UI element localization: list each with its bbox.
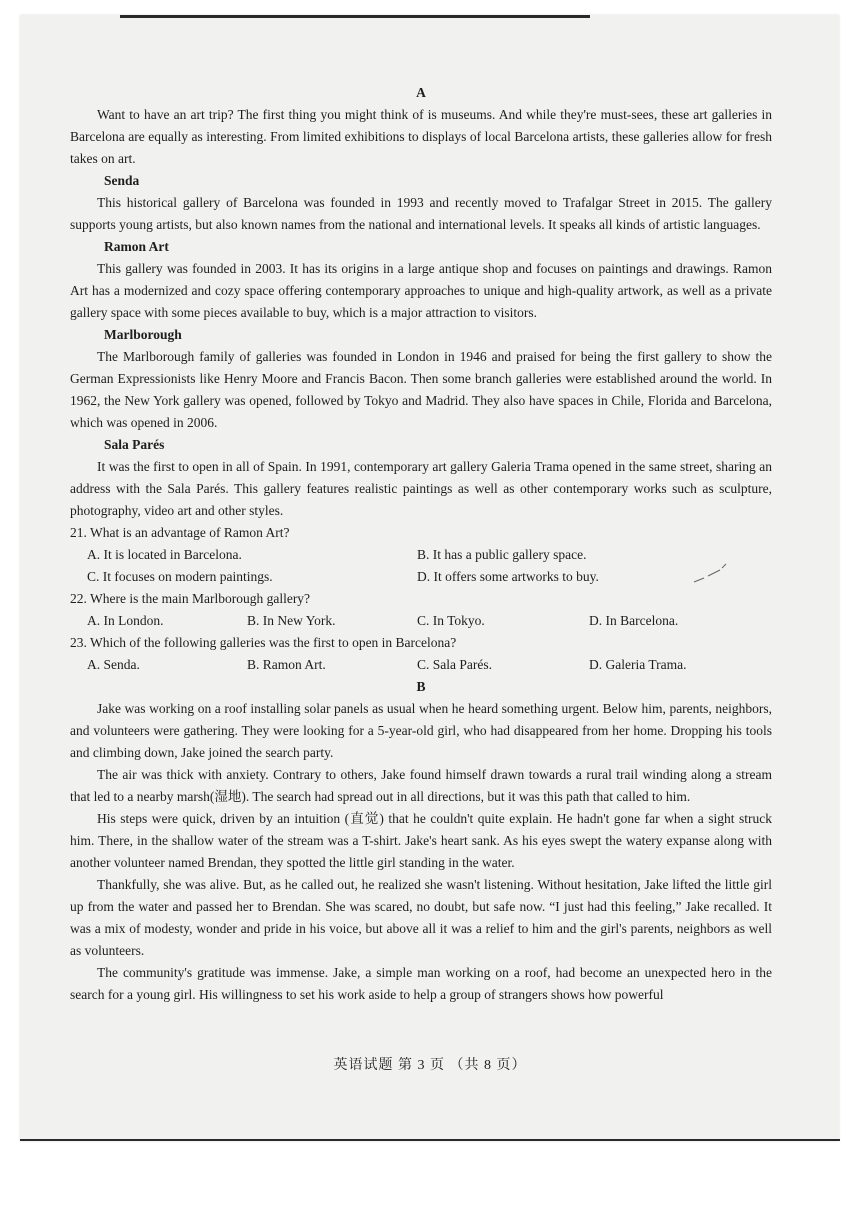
question-21-stem: 21. What is an advantage of Ramon Art? [70, 525, 290, 540]
gallery-text-marlborough: The Marlborough family of galleries was founded in London in 1946 and praised for being the first gallery to show the German Expressionists like Henry Moore and Francis Bacon. Then some branch galleries were established around the world. In 1962, the New York gallery was opened, followed by Tokyo and Madrid. They also have spaces in Chile, Florida and Barcelona, which was opened in 2006. [70, 349, 772, 430]
question-22-options [87, 610, 772, 632]
section-a-letter: A [416, 85, 426, 100]
gallery-heading-senda: Senda [104, 173, 140, 188]
question-21-option-b: B. It has a public gallery space. [417, 547, 587, 562]
gallery-heading-sala-pares: Sala Parés [104, 437, 165, 452]
gallery-text-sala-pares: It was the first to open in all of Spain. In 1991, contemporary art gallery Galeria Trama opened in the same street, sharing an address with the Sala Parés. This gallery features realistic paintings as well as other contemporary works such as sculpture, photography, video art and other styles. [70, 459, 772, 518]
gallery-heading-ramon-art: Ramon Art [104, 239, 169, 254]
question-21-option-d: D. It offers some artworks to buy. [417, 569, 599, 584]
section-b-paragraph-2: The air was thick with anxiety. Contrary to others, Jake found himself drawn towards a rural trail winding along a stream that led to a nearby marsh(湿地). The search had spread out in all directions, but it was this path that called to him. [70, 767, 772, 804]
section-a-intro: Want to have an art trip? The first thing you might think of is museums. And while they're must-sees, these art galleries in Barcelona are equally as interesting. From limited exhibitions to displays of local Barcelona artists, these galleries allow for fresh takes on art. [70, 107, 772, 166]
question-22-stem: 22. Where is the main Marlborough gallery? [70, 591, 311, 606]
scan-top-edge [120, 15, 590, 18]
page-footer: 英语试题 第 3 页 （共 8 页） [333, 1058, 527, 1073]
question-23-option-d: D. Galeria Trama. [589, 657, 687, 672]
question-23-stem: 23. Which of the following galleries was the first to open in Barcelona? [70, 635, 457, 650]
section-b-paragraph-4: Thankfully, she was alive. But, as he called out, he realized she wasn't listening. Without hesitation, Jake lifted the little girl up from the water and passed her to Brendan. She was scared, no doubt, but safe now. “I just had this feeling,” Jake recalled. It was a mix of modesty, wonder and pride in his voice, but above all it was a relief to him and the girl's parents, neighbors as well as volunteers. [70, 877, 772, 958]
question-23-option-c: C. Sala Parés. [417, 657, 492, 672]
question-21-option-a: A. It is located in Barcelona. [87, 547, 242, 562]
question-23-option-b: B. Ramon Art. [247, 657, 326, 672]
question-22-option-c: C. In Tokyo. [417, 613, 485, 628]
question-21-option-c: C. It focuses on modern paintings. [87, 569, 273, 584]
pencil-mark [690, 560, 730, 590]
question-23-options [87, 654, 772, 676]
gallery-heading-marlborough: Marlborough [104, 327, 182, 342]
gallery-text-ramon-art: This gallery was founded in 2003. It has its origins in a large antique shop and focuses on paintings and drawings. Ramon Art has a modernized and cozy space offering contemporary approaches to unique and high-quality artwork, as well as a private gallery space with some pieces available to buy, which is a major attraction to visitors. [70, 261, 772, 320]
gallery-text-senda: This historical gallery of Barcelona was founded in 1993 and recently moved to Trafalgar Street in 2015. The gallery supports young artists, but also known names from the national and international levels. It speaks all kinds of artistic languages. [70, 195, 772, 232]
section-b-paragraph-1: Jake was working on a roof installing solar panels as usual when he heard something urgent. Below him, parents, neighbors, and volunteers were gathering. They were looking for a 5-year-old girl, who had disappeared from her home. Dropping his tools and climbing down, Jake joined the search party. [70, 701, 772, 760]
question-23-option-a: A. Senda. [87, 657, 140, 672]
section-b-letter: B [416, 679, 426, 694]
scan-bottom-edge [20, 1139, 840, 1141]
question-22-option-b: B. In New York. [247, 613, 336, 628]
question-22-option-d: D. In Barcelona. [589, 613, 679, 628]
page-content [70, 82, 772, 1006]
section-b-paragraph-3: His steps were quick, driven by an intuition (直觉) that he couldn't quite explain. He hadn't gone far when a sight struck him. There, in the shallow water of the stream was a T-shirt. Jake's heart sank. As his eyes swept the watery expanse along with another volunteer named Brendan, they spotted the little girl standing in the water. [70, 811, 772, 870]
section-b-paragraph-5: The community's gratitude was immense. Jake, a simple man working on a roof, had become an unexpected hero in the search for a young girl. His willingness to set his work aside to help a group of strangers shows how powerful [70, 965, 772, 1002]
question-21-options [87, 544, 772, 588]
question-22-option-a: A. In London. [87, 613, 164, 628]
